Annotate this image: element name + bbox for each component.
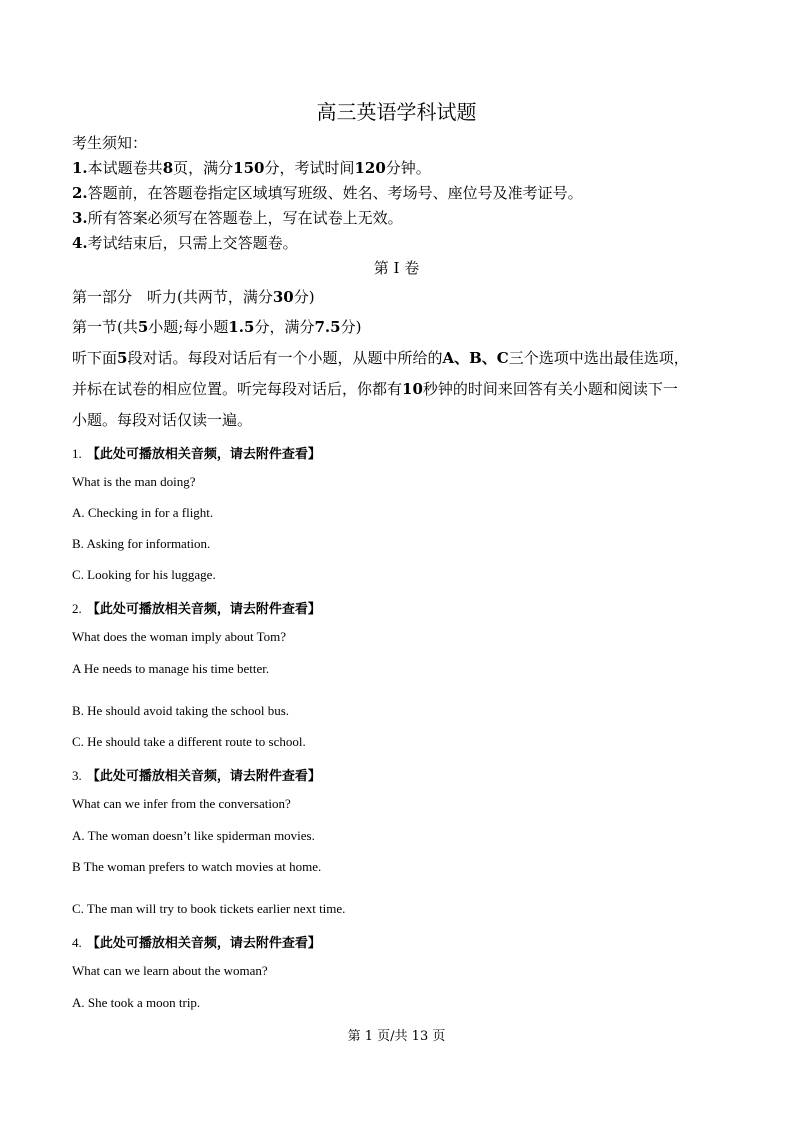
section-heading: 第一节(共5小题;每小题1.5分，满分7.5分)	[72, 318, 362, 336]
instructions-line-1: 听下面5段对话。每段对话后有一个小题，从题中所给的A、B、C三个选项中选出最佳选项，	[72, 349, 689, 367]
question-3-stem: What can we infer from the conversation?	[72, 796, 291, 811]
page-footer: 第 1 页/共 13 页	[347, 1029, 446, 1044]
question-3-option-a[interactable]: A. The woman doesn’t like spiderman movies.	[72, 828, 315, 843]
question-1-option-c[interactable]: C. Looking for his luggage.	[72, 567, 216, 582]
notice-3: 3.所有答案必须写在答题卷上，写在试卷上无效。	[72, 209, 403, 227]
notice-1: 1.本试题卷共8页，满分150分，考试时间120分钟。	[72, 159, 431, 177]
question-3-audio[interactable]: 3. 【此处可播放相关音频，请去附件查看】	[72, 768, 321, 784]
question-2-option-a[interactable]: A He needs to manage his time better.	[72, 661, 270, 676]
question-1-option-a[interactable]: A. Checking in for a flight.	[72, 505, 214, 520]
question-2-option-b[interactable]: B. He should avoid taking the school bus.	[72, 703, 290, 718]
question-1-option-b[interactable]: B. Asking for information.	[72, 536, 211, 551]
question-2-audio[interactable]: 2. 【此处可播放相关音频，请去附件查看】	[72, 601, 321, 617]
notice-2: 2.答题前，在答题卷指定区域填写班级、姓名、考场号、座位号及准考证号。	[72, 184, 583, 202]
instructions-line-3: 小题。每段对话仅读一遍。	[72, 411, 253, 429]
notice-4: 4.考试结束后，只需上交答题卷。	[72, 234, 298, 252]
question-1-stem: What is the man doing?	[72, 474, 196, 489]
instructions-line-2: 并标在试卷的相应位置。听完每段对话后，你都有10秒钟的时间来回答有关小题和阅读下一	[72, 380, 678, 398]
question-3-option-c[interactable]: C. The man will try to book tickets earlier next time.	[72, 901, 346, 916]
question-4-option-a[interactable]: A. She took a moon trip.	[72, 995, 201, 1010]
question-1-audio[interactable]: 1. 【此处可播放相关音频，请去附件查看】	[72, 446, 321, 462]
question-4-audio[interactable]: 4. 【此处可播放相关音频，请去附件查看】	[72, 935, 321, 951]
question-3-option-b[interactable]: B The woman prefers to watch movies at home.	[72, 859, 322, 874]
question-4-stem: What can we learn about the woman?	[72, 963, 268, 978]
part-heading: 第一部分 听力(共两节，满分30分)	[72, 288, 315, 306]
question-2-option-c[interactable]: C. He should take a different route to school.	[72, 734, 306, 749]
question-2-stem: What does the woman imply about Tom?	[72, 629, 287, 644]
page-title: 高三英语学科试题	[316, 100, 477, 124]
volume-heading: 第 I 卷	[373, 259, 420, 277]
notice-heading: 考生须知：	[72, 134, 148, 152]
